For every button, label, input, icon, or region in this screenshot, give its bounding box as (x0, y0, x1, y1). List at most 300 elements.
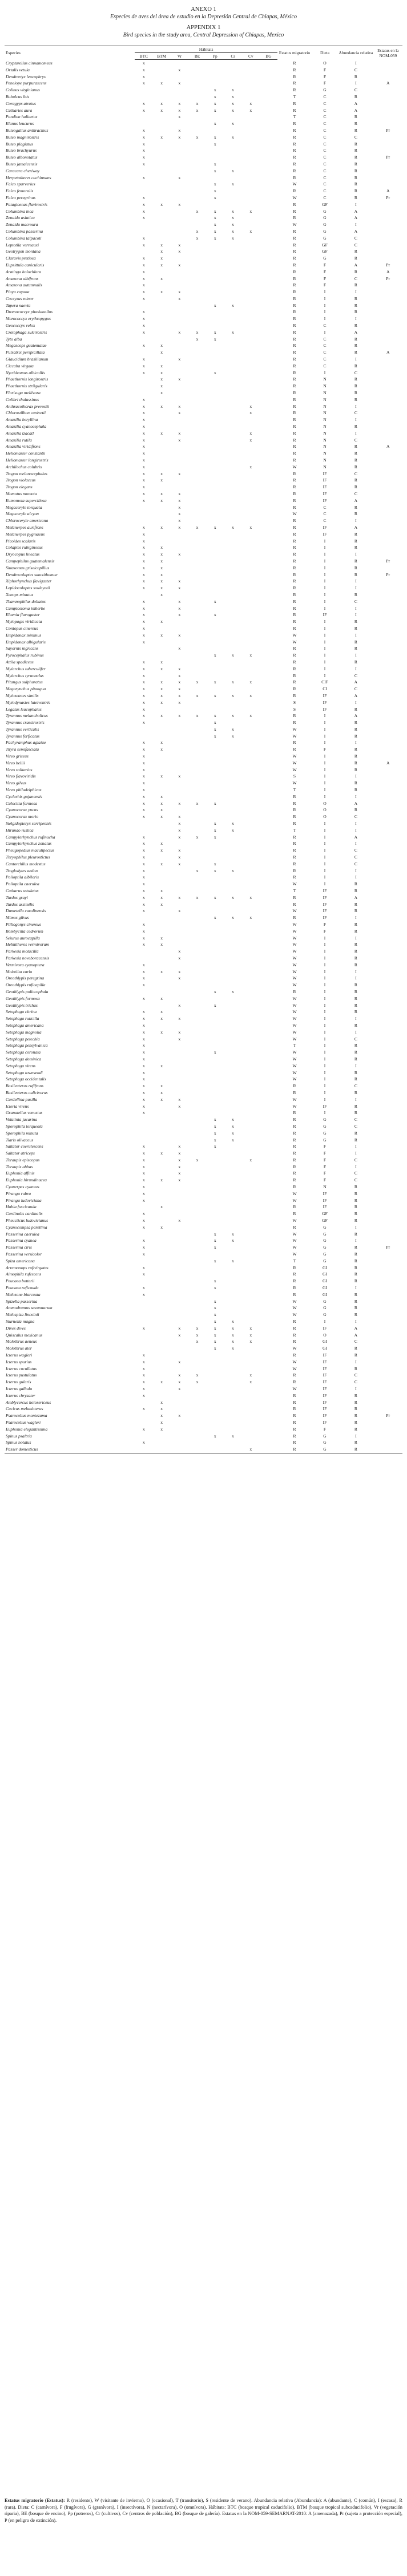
abundance-cell: I (355, 827, 357, 833)
abundance-cell: I (355, 841, 357, 846)
habitat-cell (171, 1285, 188, 1291)
habitat-cell (260, 639, 277, 646)
habitat-cell: x (142, 477, 145, 483)
nom-cell (374, 840, 402, 847)
header-diet: Dieta (312, 46, 338, 60)
habitat-cell (135, 181, 152, 188)
status-cell: R (293, 989, 296, 994)
abundance-cell: I (355, 1144, 357, 1149)
habitat-cell (188, 807, 206, 813)
habitat-cell (260, 221, 277, 228)
nom-cell (374, 827, 402, 834)
habitat-cell (242, 1137, 260, 1144)
habitat-cell: x (232, 524, 234, 530)
habitat-cell (242, 168, 260, 175)
abundance-cell: I (355, 1359, 357, 1364)
habitat-cell: x (196, 329, 199, 335)
habitat-cell (242, 322, 260, 329)
species-name: Basileuterus rufifrons (6, 1083, 44, 1089)
habitat-cell (260, 692, 277, 699)
diet-cell: G (323, 1298, 327, 1304)
habitat-cell (188, 1116, 206, 1123)
table-row (5, 1083, 402, 1089)
habitat-cell (206, 625, 224, 632)
habitat-cell (242, 1002, 260, 1009)
species-name: Volatinia jacarina (6, 1117, 38, 1123)
status-cell: R (293, 740, 296, 746)
abundance-cell: C (354, 1379, 357, 1385)
nom-cell (374, 511, 402, 517)
table-row (5, 673, 402, 679)
diet-cell: IF (323, 1413, 327, 1419)
abundance-cell: R (354, 646, 357, 651)
abundance-cell: I (355, 793, 357, 799)
habitat-cell (224, 255, 241, 262)
habitat-cell: x (160, 969, 163, 974)
nom-cell: A (386, 188, 390, 194)
habitat-cell (188, 1096, 206, 1103)
abundance-cell: R (354, 1366, 357, 1371)
habitat-cell (260, 1157, 277, 1164)
habitat-cell (152, 787, 170, 793)
habitat-cell (206, 572, 224, 578)
status-cell: R (293, 901, 296, 907)
habitat-cell (188, 302, 206, 309)
habitat-cell (224, 551, 241, 558)
abundance-cell: I (355, 357, 357, 362)
status-cell: W (292, 908, 297, 914)
diet-cell: C (323, 114, 327, 120)
habitat-cell (260, 208, 277, 215)
table-row (5, 255, 402, 262)
habitat-cell: x (160, 343, 163, 349)
status-cell: W (292, 780, 297, 786)
habitat-cell (206, 1164, 224, 1170)
habitat-cell (171, 120, 188, 127)
habitat-cell: x (178, 949, 181, 954)
abundance-cell: C (354, 276, 357, 281)
status-cell: R (293, 834, 296, 840)
habitat-cell (224, 336, 241, 343)
habitat-cell: x (142, 451, 145, 456)
habitat-cell: x (249, 524, 252, 530)
species-name: Buteo magnirostris (6, 134, 39, 140)
status-cell: R (293, 1137, 296, 1143)
habitat-cell: x (142, 767, 145, 772)
nom-cell (374, 813, 402, 820)
habitat-cell (224, 322, 241, 329)
table-row (5, 1224, 402, 1231)
habitat-cell (206, 1150, 224, 1157)
nom-cell (374, 975, 402, 982)
abundance-cell: I (355, 773, 357, 779)
table-row (5, 1049, 402, 1056)
species-name: Psarocolius montezuma (6, 1413, 47, 1419)
status-cell: R (293, 814, 296, 820)
habitat-cell (188, 820, 206, 827)
habitat-cell (224, 195, 241, 201)
habitat-cell (260, 154, 277, 161)
habitat-cell: x (213, 653, 216, 658)
habitat-cell (152, 531, 170, 538)
status-cell: R (293, 1392, 296, 1398)
habitat-cell: x (249, 713, 252, 719)
habitat-cell (152, 1318, 170, 1325)
status-cell: R (293, 1291, 296, 1297)
habitat-cell (152, 309, 170, 315)
habitat-cell (152, 982, 170, 989)
table-row (5, 1298, 402, 1305)
habitat-cell (206, 1036, 224, 1043)
species-name: Euphonia hirundinacea (6, 1177, 47, 1183)
status-cell: T (293, 827, 296, 833)
species-name: Icterus spurius (6, 1359, 32, 1364)
habitat-cell (188, 188, 206, 195)
nom-cell (374, 161, 402, 168)
abundance-cell: R (354, 1089, 357, 1095)
habitat-cell (152, 450, 170, 457)
habitat-cell (188, 1386, 206, 1392)
status-cell: W (292, 1251, 297, 1257)
habitat-cell (188, 719, 206, 726)
habitat-cell (206, 1063, 224, 1070)
habitat-cell (242, 645, 260, 652)
diet-cell: IF (323, 484, 327, 490)
habitat-cell (171, 544, 188, 551)
table-row (5, 336, 402, 343)
table-row (5, 477, 402, 484)
habitat-cell (171, 255, 188, 262)
habitat-cell: x (142, 276, 145, 281)
diet-cell: I (324, 1063, 326, 1068)
abundance-cell: C (354, 410, 357, 416)
nom-cell (374, 914, 402, 921)
habitat-cell (152, 1258, 170, 1265)
habitat-cell: x (178, 518, 181, 524)
habitat-cell (224, 342, 241, 349)
nom-cell (374, 1076, 402, 1083)
habitat-cell (260, 370, 277, 376)
habitat-cell: x (249, 915, 252, 921)
habitat-cell (206, 127, 224, 134)
habitat-cell (242, 1096, 260, 1103)
habitat-cell (260, 322, 277, 329)
table-row (5, 1366, 402, 1372)
abundance-cell: C (354, 1036, 357, 1042)
species-name: Ciccaba virgata (6, 363, 34, 368)
habitat-cell (135, 1305, 152, 1311)
habitat-cell: x (142, 235, 145, 241)
habitat-cell: x (142, 343, 145, 349)
habitat-cell (171, 416, 188, 423)
table-row (5, 1217, 402, 1224)
habitat-cell (260, 578, 277, 585)
habitat-cell (260, 1076, 277, 1083)
diet-cell: I (324, 935, 326, 941)
table-row (5, 228, 402, 235)
habitat-cell (260, 1345, 277, 1352)
habitat-cell (260, 504, 277, 511)
status-cell: R (293, 894, 296, 900)
habitat-cell (206, 1210, 224, 1217)
species-name: Pyrocephalus rubinus (6, 653, 44, 658)
nom-cell (374, 181, 402, 188)
habitat-cell (260, 524, 277, 531)
habitat-cell (188, 60, 206, 67)
habitat-cell (242, 1076, 260, 1083)
habitat-cell (242, 551, 260, 558)
habitat-cell (152, 302, 170, 309)
habitat-cell (260, 356, 277, 363)
status-cell: R (293, 625, 296, 631)
habitat-cell (260, 592, 277, 598)
diet-cell: I (324, 827, 326, 833)
diet-cell: F (323, 1144, 327, 1149)
nom-cell (374, 686, 402, 692)
species-name: Melanerpes pygmaeus (6, 531, 45, 537)
table-row (5, 1379, 402, 1386)
table-row (5, 901, 402, 908)
habitat-cell (224, 1265, 241, 1271)
table-row (5, 827, 402, 834)
diet-cell: IF (323, 908, 327, 914)
nom-cell: A (386, 444, 390, 449)
habitat-cell (260, 800, 277, 807)
status-cell: R (293, 524, 296, 530)
habitat-cell (242, 356, 260, 363)
abundance-cell: R (354, 1245, 357, 1250)
diet-cell: IF (323, 1392, 327, 1398)
species-name: Setophaga pensylvanica (6, 1043, 48, 1048)
habitat-cell (188, 390, 206, 396)
habitat-cell (206, 995, 224, 1002)
diet-cell: C (323, 168, 327, 173)
species-name: Colibri thalassinus (6, 396, 39, 402)
abundance-cell: R (354, 545, 357, 550)
status-cell: R (293, 215, 296, 221)
habitat-cell (206, 423, 224, 430)
habitat-cell: x (142, 1184, 145, 1190)
habitat-cell (224, 611, 241, 618)
habitat-cell (242, 1042, 260, 1049)
habitat-cell (224, 558, 241, 565)
habitat-cell (135, 1137, 152, 1144)
habitat-cell: x (160, 666, 163, 671)
habitat-cell: x (142, 155, 145, 160)
habitat-cell (260, 558, 277, 565)
habitat-cell: x (142, 814, 145, 820)
habitat-cell: x (249, 228, 252, 234)
habitat-cell (260, 1123, 277, 1130)
habitat-cell: x (232, 1332, 234, 1338)
habitat-cell (242, 120, 260, 127)
diet-cell: C (323, 121, 327, 127)
habitat-cell (260, 1224, 277, 1231)
habitat-cell (171, 733, 188, 740)
diet-cell: G (323, 208, 327, 214)
habitat-cell (188, 161, 206, 168)
nom-cell (374, 214, 402, 221)
habitat-cell: x (142, 134, 145, 140)
habitat-cell (260, 464, 277, 471)
species-name: Icterus chrysater (6, 1392, 35, 1398)
abundance-cell: R (354, 592, 357, 597)
status-cell: W (292, 1238, 297, 1244)
nom-cell (374, 524, 402, 531)
diet-cell: G (323, 1312, 327, 1318)
habitat-cell (135, 827, 152, 834)
table-row (5, 517, 402, 524)
nom-cell (374, 120, 402, 127)
diet-cell: IF (323, 1406, 327, 1412)
habitat-cell: x (142, 464, 145, 469)
species-name: Claravis pretiosa (6, 256, 36, 261)
habitat-cell: x (178, 1036, 181, 1042)
habitat-cell (260, 733, 277, 740)
habitat-cell (152, 645, 170, 652)
habitat-cell (242, 1271, 260, 1278)
habitat-cell (242, 1366, 260, 1372)
diet-cell: I (324, 713, 326, 719)
status-cell: R (293, 1177, 296, 1183)
diet-cell: F (323, 747, 327, 752)
habitat-cell: x (178, 471, 181, 476)
habitat-cell (242, 74, 260, 80)
habitat-cell (188, 558, 206, 565)
habitat-cell: x (142, 1251, 145, 1257)
habitat-cell (224, 315, 241, 322)
table-row (5, 746, 402, 753)
table-row (5, 679, 402, 686)
diet-cell: I (324, 598, 326, 604)
abundance-cell: R (354, 760, 357, 765)
habitat-cell (260, 262, 277, 269)
status-cell: R (293, 471, 296, 476)
nom-cell (374, 1015, 402, 1022)
table-row (5, 1359, 402, 1366)
habitat-cell: x (142, 424, 145, 430)
habitat-cell (260, 544, 277, 551)
habitat-cell (206, 632, 224, 639)
habitat-cell (135, 733, 152, 740)
habitat-cell (260, 255, 277, 262)
habitat-cell: x (178, 437, 181, 443)
species-name: Helmitheros vermivorum (6, 942, 49, 947)
habitat-cell (260, 834, 277, 841)
habitat-cell: x (178, 686, 181, 692)
habitat-cell (188, 1083, 206, 1089)
habitat-cell (152, 652, 170, 659)
status-cell: R (293, 1433, 296, 1439)
status-cell: R (293, 841, 296, 846)
habitat-cell (188, 349, 206, 356)
abundance-cell: I (355, 552, 357, 557)
habitat-cell (152, 868, 170, 874)
habitat-cell (171, 1446, 188, 1453)
habitat-cell (206, 309, 224, 315)
habitat-cell (152, 269, 170, 276)
habitat-cell: x (178, 773, 181, 779)
species-name: Cyanerpes cyaneus (6, 1184, 39, 1190)
table-row (5, 120, 402, 127)
abundance-cell: R (354, 908, 357, 914)
habitat-cell (206, 807, 224, 813)
abundance-cell: R (354, 901, 357, 907)
status-cell: R (293, 497, 296, 503)
habitat-cell (206, 396, 224, 403)
habitat-cell: x (160, 1089, 163, 1095)
habitat-cell: x (213, 679, 216, 685)
habitat-cell (152, 1305, 170, 1311)
habitat-cell (206, 1184, 224, 1190)
status-cell: R (293, 168, 296, 173)
species-name: Troglodytes aedon (6, 868, 38, 873)
table-row (5, 572, 402, 578)
status-cell: W (292, 1231, 297, 1237)
habitat-cell (242, 780, 260, 787)
diet-cell: I (324, 585, 326, 591)
diet-cell: GF (322, 249, 328, 254)
habitat-cell (171, 793, 188, 800)
status-cell: R (293, 201, 296, 207)
habitat-cell (260, 342, 277, 349)
habitat-cell (242, 632, 260, 639)
abundance-cell: R (354, 747, 357, 752)
habitat-cell (188, 1426, 206, 1433)
abundance-cell: R (354, 572, 357, 577)
status-cell: W (292, 1346, 297, 1351)
habitat-cell (224, 457, 241, 464)
table-row (5, 175, 402, 181)
abundance-cell: A (354, 800, 358, 806)
habitat-cell: x (160, 942, 163, 947)
habitat-cell: x (142, 1352, 145, 1358)
habitat-cell: x (142, 1157, 145, 1163)
habitat-cell (224, 1298, 241, 1305)
species-name: Falco sparverius (6, 181, 35, 187)
habitat-cell (224, 1022, 241, 1029)
status-cell: R (293, 148, 296, 153)
habitat-cell (188, 221, 206, 228)
habitat-cell (188, 874, 206, 881)
habitat-cell: x (142, 754, 145, 759)
diet-cell: C (323, 148, 327, 153)
nom-cell (374, 141, 402, 148)
table-row (5, 201, 402, 208)
abundance-cell: C (354, 814, 357, 820)
habitat-cell: x (178, 134, 181, 140)
table-row (5, 847, 402, 854)
habitat-cell (171, 181, 188, 188)
habitat-cell (206, 659, 224, 666)
habitat-cell: x (232, 100, 234, 106)
habitat-cell (224, 673, 241, 679)
habitat-cell: x (142, 692, 145, 698)
habitat-cell (224, 531, 241, 538)
habitat-cell: x (142, 329, 145, 335)
nom-cell (374, 666, 402, 673)
habitat-cell: x (232, 1238, 234, 1244)
table-row (5, 248, 402, 255)
habitat-cell (206, 349, 224, 356)
nom-cell (374, 168, 402, 175)
habitat-cell (260, 673, 277, 679)
habitat-cell (224, 969, 241, 975)
habitat-cell (260, 572, 277, 578)
habitat-cell (206, 1224, 224, 1231)
diet-cell: I (324, 673, 326, 678)
habitat-cell (206, 813, 224, 820)
